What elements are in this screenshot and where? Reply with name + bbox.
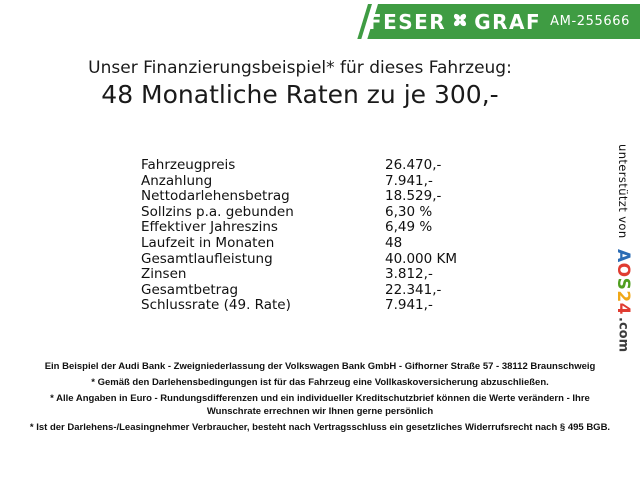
aos-logo-letter: 4 — [613, 302, 633, 315]
row-label: Laufzeit in Monaten — [141, 234, 275, 251]
table-row — [141, 252, 457, 268]
row-label: Sollzins p.a. gebunden — [141, 203, 294, 220]
aos-logo-letter: O — [613, 262, 633, 278]
aos-logo-letter: 2 — [613, 289, 633, 303]
table-row — [141, 205, 457, 221]
page-subtitle: Unser Finanzierungsbeispiel* für dieses Fahrzeug: — [88, 58, 512, 78]
footer-insurance-line: * Gemäß den Darlehensbedingungen ist für das Fahrzeug eine Vollkaskoversicherung abzuschließen. — [91, 377, 549, 388]
table-row — [141, 174, 457, 190]
row-label: Anzahlung — [141, 172, 213, 189]
table-row — [141, 298, 457, 314]
table-row — [141, 220, 457, 236]
aos-logo — [613, 249, 633, 315]
table-row — [141, 158, 457, 174]
finance-table — [141, 158, 457, 314]
supported-by-sidebar — [613, 144, 633, 374]
row-label: Gesamtbetrag — [141, 281, 239, 298]
row-value: 7.941,- — [385, 172, 433, 189]
row-value: 6,49 % — [385, 219, 433, 236]
row-label: Gesamtlaufleistung — [141, 250, 273, 267]
table-row — [141, 189, 457, 205]
row-label: Fahrzeugpreis — [141, 157, 236, 173]
table-row — [141, 283, 457, 299]
row-value: 48 — [385, 234, 403, 251]
row-label: Zinsen — [141, 266, 187, 283]
supported-by-label: unterstützt von — [616, 144, 630, 239]
row-value: 26.470,- — [385, 157, 442, 173]
row-value: 6,30 % — [385, 203, 433, 220]
table-row — [141, 267, 457, 283]
row-label: Nettodarlehensbetrag — [141, 188, 290, 205]
footer-bank-line: Ein Beispiel der Audi Bank - Zweigniederlassung der Volkswagen Bank GmbH - Gifhorner Straße 57 - 38112 Braunschweig — [44, 361, 596, 372]
row-value: 40.000 KM — [385, 250, 458, 267]
brand-banner-content — [367, 4, 640, 39]
aos-logo-letter: A — [613, 248, 633, 263]
row-value: 18.529,- — [385, 188, 442, 205]
row-value: 22.341,- — [385, 281, 442, 298]
page-title: 48 Monatliche Raten zu je 300,- — [101, 80, 499, 109]
brand-name-feser: FESER — [367, 9, 447, 34]
row-value: 7.941,- — [385, 297, 433, 314]
legal-footer — [25, 360, 615, 437]
brand-name-graf: GRAF — [474, 9, 542, 34]
aos-logo-letter: S — [613, 277, 633, 290]
aos-domain-suffix: .com — [615, 316, 631, 352]
footer-withdrawal-line: * Ist der Darlehens-/Leasingnehmer Verbraucher, besteht nach Vertragsschluss ein gesetzliches Widerrufsrecht nach § 495 BGB. — [29, 422, 611, 433]
row-value: 3.812,- — [385, 266, 433, 283]
clover-icon — [451, 11, 469, 33]
table-row — [141, 236, 457, 252]
row-label: Effektiver Jahreszins — [141, 219, 278, 236]
offer-reference-number: AM-255666 — [550, 14, 630, 29]
row-label: Schlussrate (49. Rate) — [141, 297, 291, 314]
footer-euro-line: * Alle Angaben in Euro - Rundungsdifferenzen und ein individueller Kreditschutzbrief können die Werte verändern - Ihre Wunschrate errechnen wir Ihnen gerne persönlich — [50, 393, 590, 417]
